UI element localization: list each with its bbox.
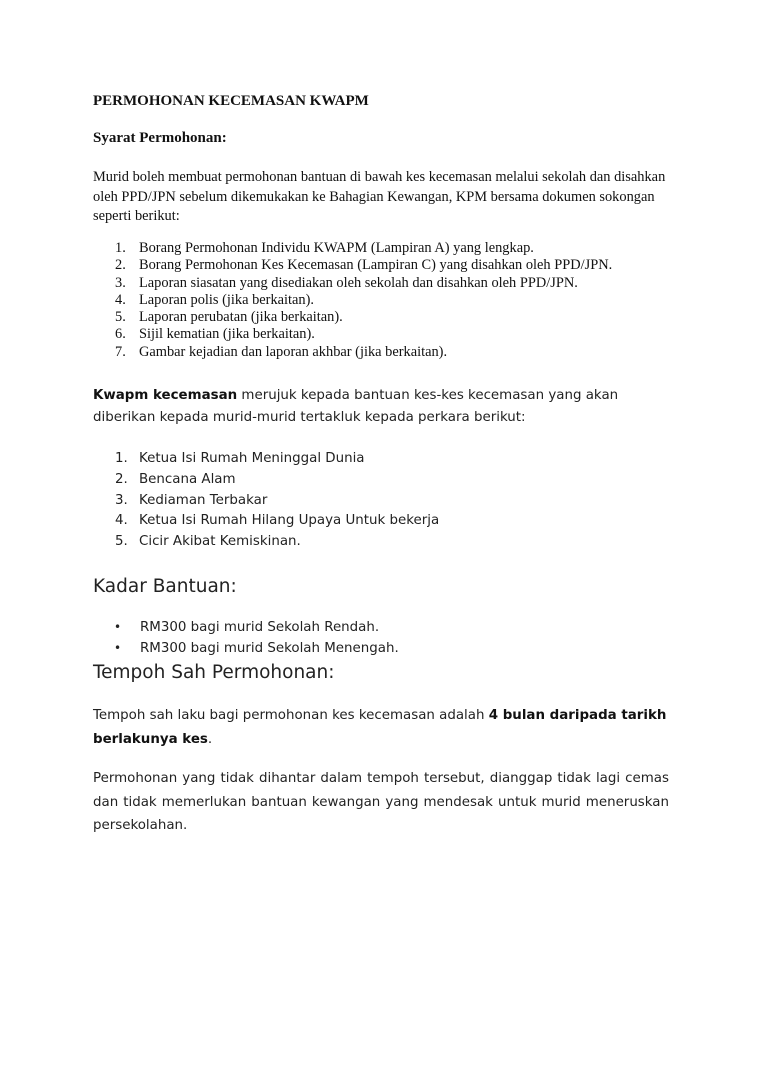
emergency-bold-lead: Kwapm kecemasan bbox=[93, 388, 238, 403]
list-item-text: RM300 bagi murid Sekolah Menengah. bbox=[140, 641, 399, 656]
list-number: 7. bbox=[115, 343, 126, 360]
list-item-text: Laporan polis (jika berkaitan). bbox=[139, 291, 315, 308]
list-item bbox=[93, 511, 439, 532]
list-number: 1. bbox=[115, 240, 126, 256]
list-item-text: Laporan siasatan yang disediakan oleh sekolah dan disahkan oleh PPD/JPN. bbox=[139, 274, 578, 291]
validity-bold-period: 4 bulan daripada tarikh berlakunya kes bbox=[93, 708, 667, 747]
emergency-case-list bbox=[93, 449, 439, 553]
emergency-description-text: merujuk kepada bantuan kes-kes kecemasan yang akan diberikan kepada murid-murid tertakluk kepada perkara berikut: bbox=[93, 388, 619, 425]
list-item-text: Laporan perubatan (jika berkaitan). bbox=[139, 309, 343, 326]
list-item bbox=[93, 275, 612, 292]
list-number: 5. bbox=[115, 309, 126, 326]
list-number: 4. bbox=[115, 513, 128, 529]
list-number: 5. bbox=[115, 534, 128, 550]
list-item-text: Cicir Akibat Kemiskinan. bbox=[139, 534, 301, 550]
list-number: 3. bbox=[115, 492, 128, 508]
validity-text-end: . bbox=[207, 731, 213, 747]
list-number: 6. bbox=[115, 326, 126, 343]
validity-note-paragraph: Permohonan yang tidak dihantar dalam tempoh tersebut, dianggap tidak lagi cemas dan tidak memerlukan bantuan kewangan yang mendesak untuk murid meneruskan persekolahan. bbox=[93, 771, 669, 833]
validity-text: Tempoh sah laku bagi permohonan kes kecemasan adalah bbox=[93, 708, 489, 723]
list-item bbox=[93, 532, 439, 553]
list-item-text: Gambar kejadian dan laporan akhbar (jika berkaitan). bbox=[139, 343, 448, 360]
bullet-icon: • bbox=[114, 641, 122, 655]
list-item-text: Borang Permohonan Kes Kecemasan (Lampiran C) yang disahkan oleh PPD/JPN. bbox=[139, 257, 613, 274]
list-item bbox=[93, 449, 439, 470]
list-item-text: Ketua Isi Rumah Meninggal Dunia bbox=[139, 451, 365, 466]
emergency-description bbox=[93, 385, 668, 429]
list-item-text: Borang Permohonan Individu KWAPM (Lampiran A) yang lengkap. bbox=[139, 240, 534, 256]
list-item bbox=[93, 638, 399, 659]
list-number: 4. bbox=[115, 291, 126, 308]
requirements-intro: Murid boleh membuat permohonan bantuan di bawah kes kecemasan melalui sekolah dan disahkan oleh PPD/JPN sebelum dikemukakan ke Bahagian Kewangan, KPM bersama dokumen sokongan seperti berikut: bbox=[93, 169, 666, 224]
document-title: PERMOHONAN KECEMASAN KWAPM bbox=[93, 93, 369, 109]
list-item-text: Kediaman Terbakar bbox=[139, 492, 268, 508]
list-item bbox=[93, 344, 612, 361]
bullet-icon: • bbox=[114, 620, 122, 634]
list-item-text: Bencana Alam bbox=[139, 471, 236, 487]
validity-heading: Tempoh Sah Permohonan: bbox=[93, 662, 335, 683]
list-item-text: Ketua Isi Rumah Hilang Upaya Untuk bekerja bbox=[139, 513, 440, 529]
validity-paragraph bbox=[93, 704, 669, 751]
list-number: 2. bbox=[115, 257, 126, 274]
list-item bbox=[93, 470, 439, 491]
list-number: 2. bbox=[115, 471, 128, 487]
list-item bbox=[93, 491, 439, 512]
list-item-text: Sijil kematian (jika berkaitan). bbox=[139, 326, 315, 343]
list-item bbox=[93, 257, 612, 274]
aid-rate-heading: Kadar Bantuan: bbox=[93, 576, 237, 597]
aid-rate-list bbox=[93, 617, 399, 659]
list-item-text: RM300 bagi murid Sekolah Rendah. bbox=[140, 620, 380, 635]
list-item bbox=[93, 240, 612, 257]
list-item bbox=[93, 292, 612, 309]
list-number: 3. bbox=[115, 274, 126, 291]
list-item bbox=[93, 326, 612, 343]
list-number: 1. bbox=[115, 451, 128, 466]
list-item bbox=[93, 309, 612, 326]
requirements-list bbox=[93, 240, 612, 361]
list-item bbox=[93, 617, 399, 638]
requirements-heading: Syarat Permohonan: bbox=[93, 130, 227, 146]
